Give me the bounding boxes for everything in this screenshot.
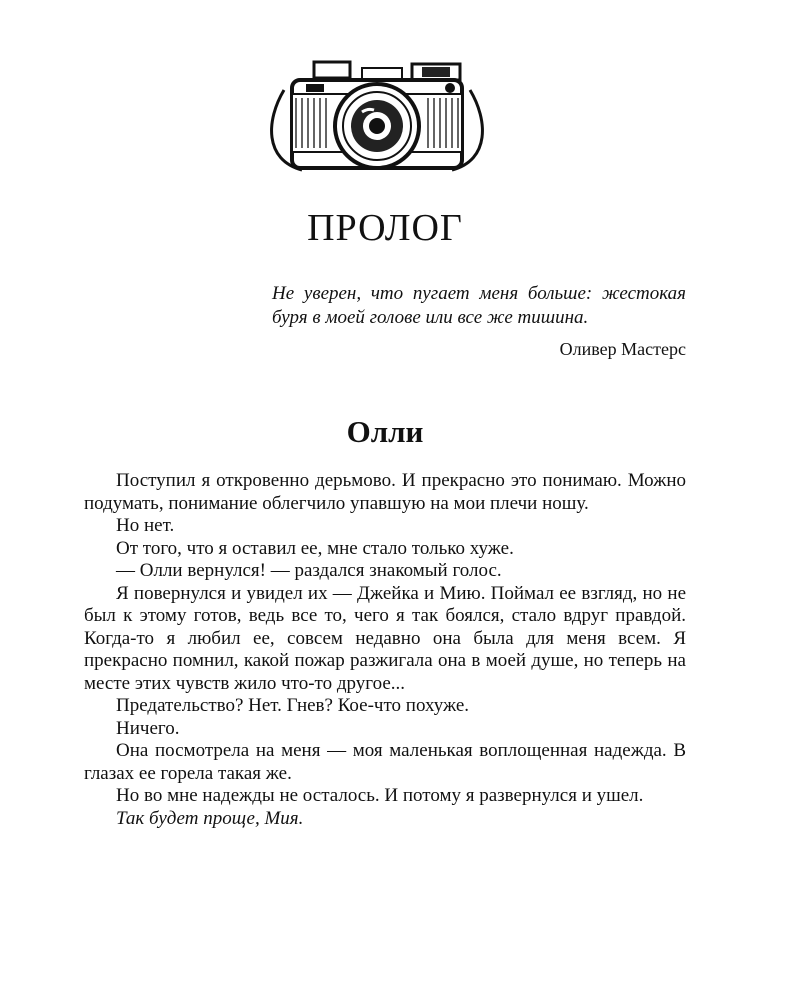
body-text bbox=[84, 470, 686, 830]
paragraph: Предательство? Нет. Гнев? Кое-что похуже. bbox=[116, 695, 470, 716]
paragraph: Но во мне надежды не осталось. И потому я развернулся и ушел. bbox=[116, 785, 644, 806]
epigraph-text: Не уверен, что пугает меня больше: жестокая буря в моей голове или все же тишина. bbox=[272, 283, 686, 328]
paragraph: — Олли вернулся! — раздался знакомый голос. bbox=[116, 560, 502, 581]
camera-icon bbox=[262, 50, 492, 190]
paragraph: Но нет. bbox=[116, 515, 175, 536]
epigraph bbox=[272, 282, 686, 360]
paragraph: Она посмотрела на меня — моя маленькая воплощенная надежда. В глазах ее горела такая же. bbox=[84, 740, 686, 784]
paragraph: Ничего. bbox=[116, 717, 180, 739]
paragraph: Так будет проще, Мия. bbox=[116, 807, 304, 829]
paragraph: Я повернулся и увидел их — Джейка и Мию. Поймал ее взгляд, но не был к этому готов, ведь все то, чего я так боялся, стало вдруг правдой. Когда-то я любил ее, совсем недавно она была для меня всем. Я прекрасно помнил, какой пожар разжигала она в моей душе, но теперь на месте этих чувств жило что-то другое... bbox=[84, 582, 686, 694]
epigraph-author: Оливер Мастерс bbox=[559, 339, 686, 359]
paragraph: Поступил я откровенно дерьмово. И прекрасно это понимаю. Можно подумать, понимание облегчило упавшую на мои плечи ношу. bbox=[84, 470, 686, 514]
section-title: Олли bbox=[346, 414, 424, 449]
paragraph: От того, что я оставил ее, мне стало только хуже. bbox=[116, 537, 514, 559]
chapter-title: ПРОЛОГ bbox=[307, 207, 463, 249]
